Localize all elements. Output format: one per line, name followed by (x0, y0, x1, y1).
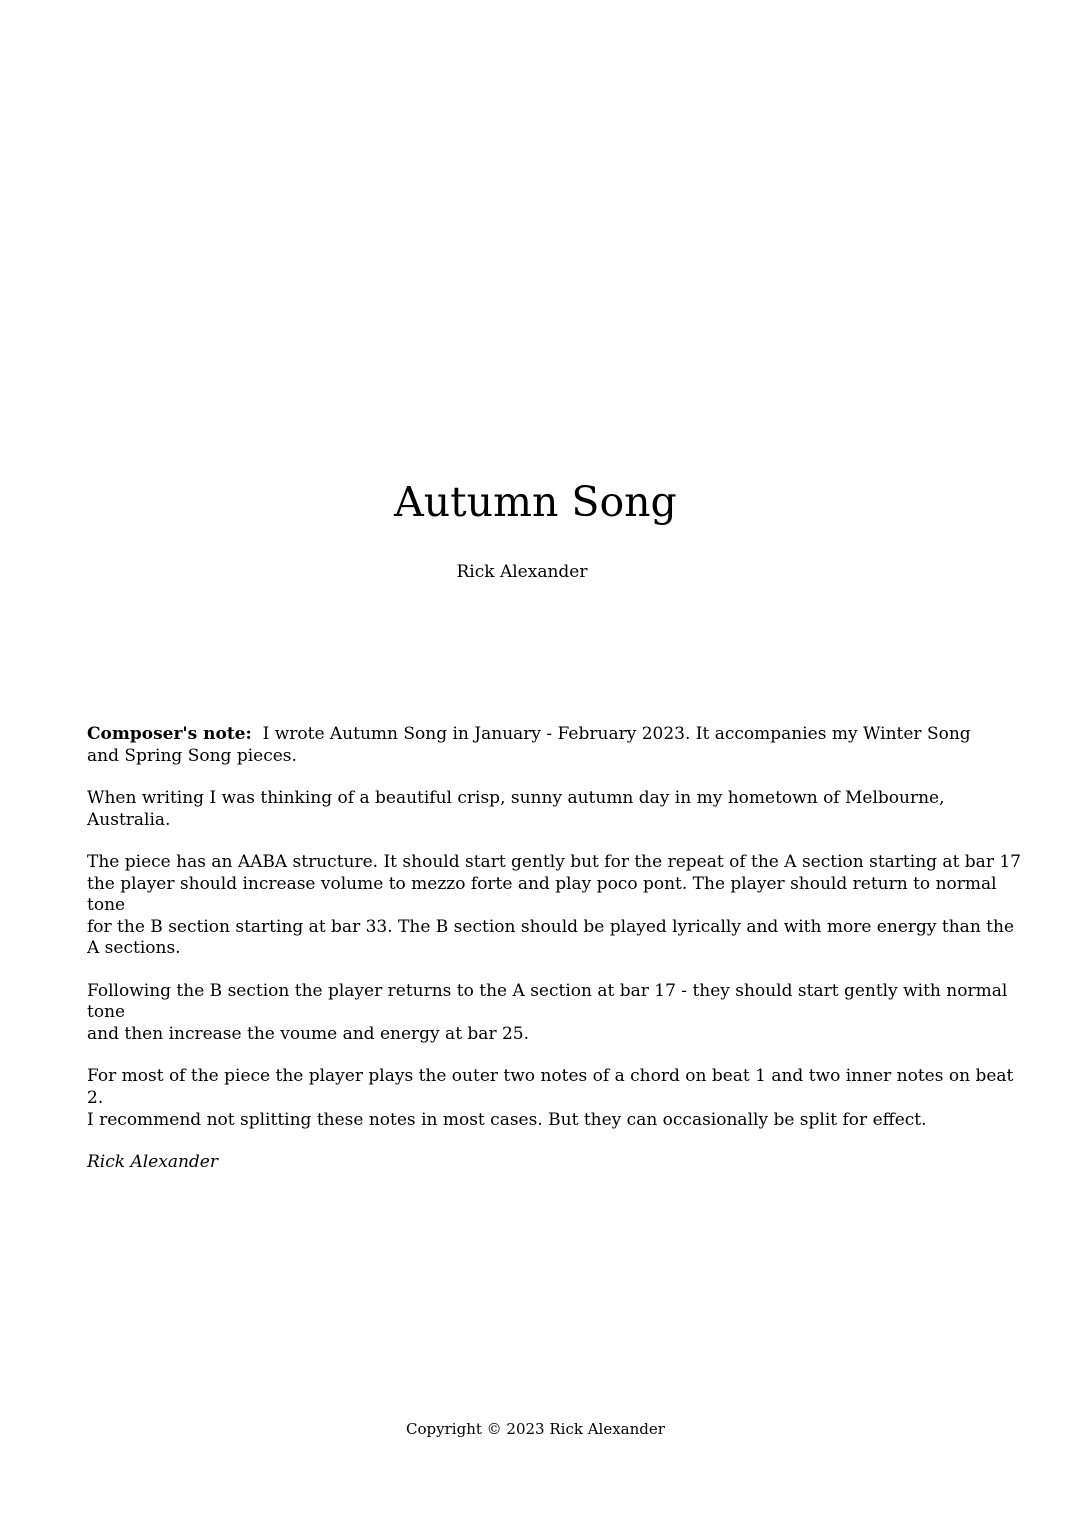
note-signature: Rick Alexander (87, 1151, 218, 1172)
note-paragraph-1 (87, 724, 1032, 767)
note-line: for the B section starting at bar 33. The B section should be played lyrically and with more energy than the (87, 916, 1015, 937)
note-paragraph-2 (87, 788, 1032, 831)
note-line: and then increase the voume and energy at bar 25. (87, 1023, 530, 1044)
note-paragraph-4 (87, 981, 1032, 1046)
note-lead-label: Composer's note: (87, 724, 252, 744)
note-line: A sections. (87, 938, 181, 959)
note-line: I wrote Autumn Song in January - February 2023. It accompanies my Winter Song (262, 724, 971, 744)
note-paragraph-5 (87, 1066, 1032, 1131)
note-line: the player should increase volume to mezzo forte and play poco pont. The player should return to normal tone (87, 873, 997, 916)
note-line: Following the B section the player returns to the A section at bar 17 - they should start gently with normal tone (87, 980, 1008, 1023)
note-line: and Spring Song pieces. (87, 745, 297, 766)
note-line: For most of the piece the player plays the outer two notes of a chord on beat 1 and two inner notes on beat 2. (87, 1066, 1014, 1108)
note-paragraph-3 (87, 852, 1032, 960)
note-line: The piece has an AABA structure. It should start gently but for the repeat of the A section starting at bar 17 (87, 851, 1021, 872)
note-line: When writing I was thinking of a beautiful crisp, sunny autumn day in my hometown of Melbourne, Australia. (87, 787, 945, 830)
copyright-footer: Copyright © 2023 Rick Alexander (406, 1420, 665, 1438)
composers-note (87, 724, 1032, 1194)
note-line: I recommend not splitting these notes in most cases. But they can occasionally be split for effect. (87, 1109, 927, 1130)
composer-name: Rick Alexander (456, 562, 588, 582)
page-title: Autumn Song (394, 478, 677, 526)
